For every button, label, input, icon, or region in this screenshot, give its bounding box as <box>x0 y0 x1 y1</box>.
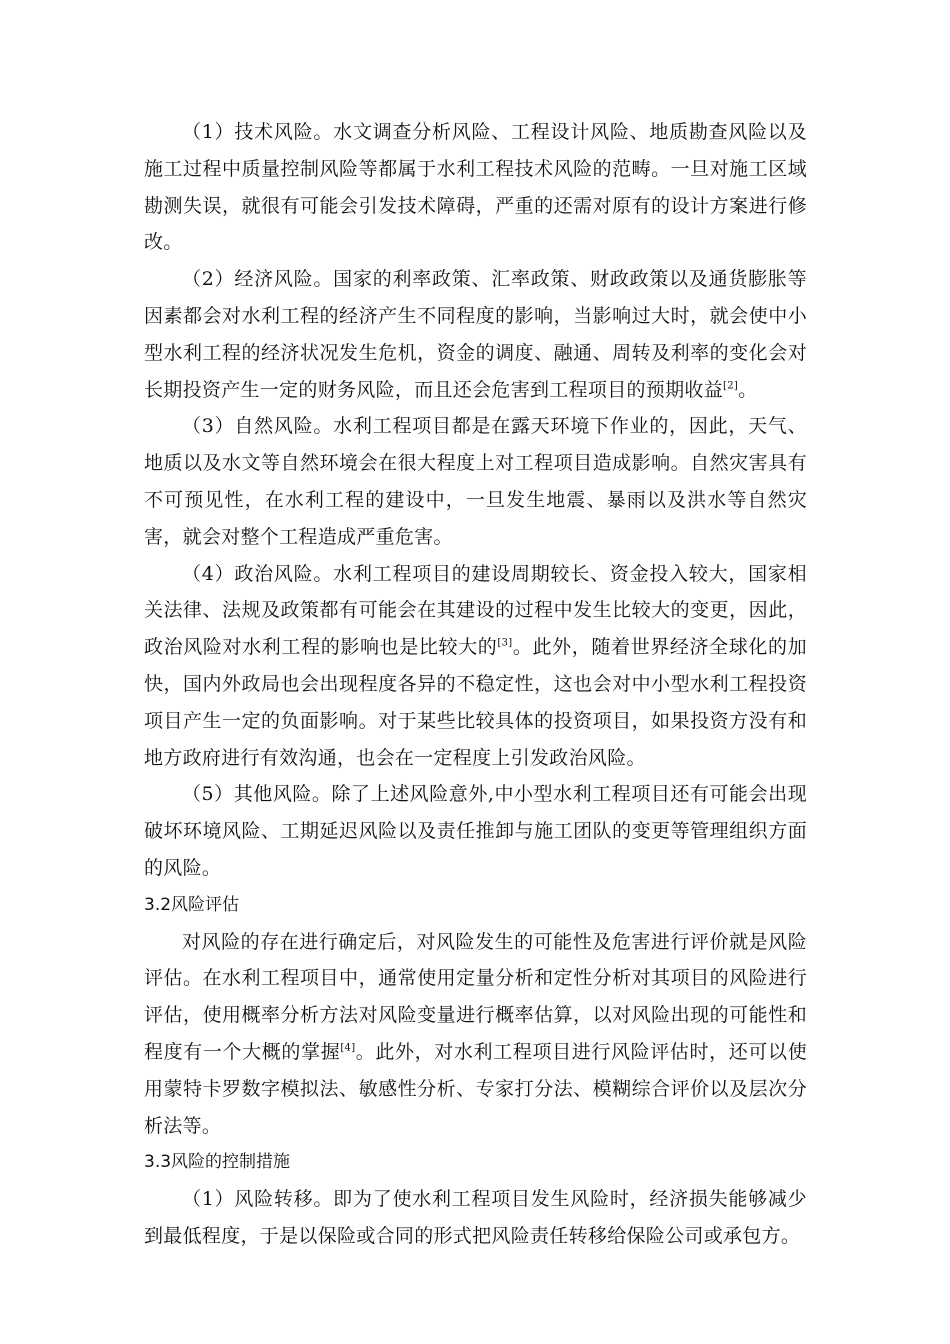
paragraph-tail: 。此外，随着世界经济全球化的加快，国内外政局也会出现程度各异的不稳定性，这也会对中小型水利工程投资项目产生一定的负面影响。对于某些比较具体的投资项目，如果投资方没有和地方政府进行有效沟通，也会在一定程度上引发政治风险。 <box>144 636 807 769</box>
paragraph-economic-risk <box>144 261 807 408</box>
paragraph-other-risk <box>144 776 807 886</box>
paragraph-political-risk <box>144 556 807 777</box>
paragraph-text: （1）风险转移。即为了使水利工程项目发生风险时，经济损失能够减少到最低程度，于是以保险或合同的形式把风险责任转移给保险公司或承包方。 <box>144 1188 807 1247</box>
section-heading-risk-assessment: 3.2风险评估 <box>144 894 240 915</box>
citation-ref[interactable]: [3] <box>497 637 513 649</box>
paragraph-text: （2）经济风险。国家的利率政策、汇率政策、财政政策以及通货膨胀等因素都会对水利工程的经济产生不同程度的影响，当影响过大时，就会使中小型水利工程的经济状况发生危机，资金的调度、融通、周转及利率的变化会对长期投资产生一定的财务风险，而且还会危害到工程项目的预期收益 <box>144 268 807 401</box>
paragraph-text: （5）其他风险。除了上述风险意外,中小型水利工程项目还有可能会出现破坏环境风险、工期延迟风险以及责任推卸与施工团队的变更等管理组织方面的风险。 <box>144 783 807 879</box>
paragraph-risk-assessment <box>144 924 807 1145</box>
paragraph-text: （3）自然风险。水利工程项目都是在露天环境下作业的，因此，天气、地质以及水文等自然环境会在很大程度上对工程项目造成影响。自然灾害具有不可预见性，在水利工程的建设中，一旦发生地震、暴雨以及洪水等自然灾害，就会对整个工程造成严重危害。 <box>144 415 807 548</box>
paragraph-text: （1）技术风险。水文调查分析风险、工程设计风险、地质勘查风险以及施工过程中质量控制风险等都属于水利工程技术风险的范畴。一旦对施工区域勘测失误，就很有可能会引发技术障碍，严重的还需对原有的设计方案进行修改。 <box>144 121 807 254</box>
paragraph-tail: 。此外，对水利工程项目进行风险评估时，还可以使用蒙特卡罗数字模拟法、敏感性分析、专家打分法、模糊综合评价以及层次分析法等。 <box>144 1040 807 1137</box>
citation-ref[interactable]: [4] <box>340 1042 356 1054</box>
paragraph-risk-transfer <box>144 1181 807 1255</box>
paragraph-tail: 。 <box>738 378 758 401</box>
section-heading-risk-control: 3.3风险的控制措施 <box>144 1152 291 1173</box>
paragraph-natural-risk <box>144 408 807 555</box>
paragraph-technical-risk <box>144 114 807 261</box>
paragraph-text: 对风险的存在进行确定后，对风险发生的可能性及危害进行评价就是风险评估。在水利工程项目中，通常使用定量分析和定性分析对其项目的风险进行评估，使用概率分析方法对风险变量进行概率估算，以对风险出现的可能性和程度有一个大概的掌握 <box>144 930 807 1063</box>
paragraph-text: （4）政治风险。水利工程项目的建设周期较长、资金投入较大，国家相关法律、法规及政策都有可能会在其建设的过程中发生比较大的变更，因此，政治风险对水利工程的影响也是比较大的 <box>144 562 807 659</box>
citation-ref[interactable]: [2] <box>723 380 739 392</box>
